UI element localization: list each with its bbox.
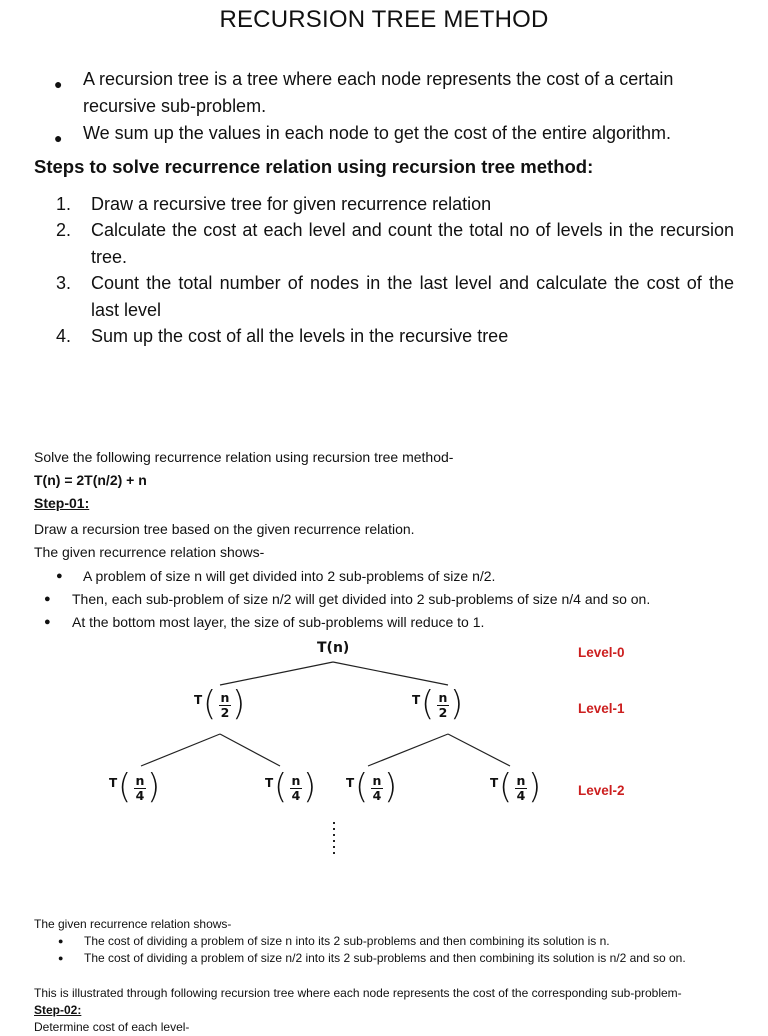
example-prompt: Solve the following recurrence relation using recursion tree method- [34,449,454,465]
fraction-numerator: n [291,773,301,788]
fraction-numerator: n [516,773,526,788]
bullet-icon: ● [58,936,64,946]
fraction-denominator: 2 [438,705,448,720]
illustration-note: This is illustrated through following recursion tree where each node represents the cost of the corresponding sub-problem- [34,986,682,1000]
cost-bullet-text: The cost of dividing a problem of size n/2 into its 2 sub-problems and then combining its solution is n/2 and so on. [84,951,686,965]
bullet-icon: ● [54,76,63,92]
step1-line: The given recurrence relation shows- [34,544,265,560]
left-paren: ( [118,767,132,807]
right-paren: ) [528,767,542,807]
bullet-icon: ● [54,130,63,146]
bullet-icon: ● [58,953,64,963]
tree-edge [333,662,448,685]
page-title: RECURSION TREE METHOD [219,6,549,33]
fraction-denominator: 4 [372,788,382,803]
tree-edge [368,734,448,766]
tree-node-level1 [412,684,472,730]
fraction-denominator: 4 [516,788,526,803]
intro-bullet-text: A recursion tree is a tree where each node represents the cost of a certain recursive sub-problem. [83,69,674,116]
tree-node-level2 [490,767,550,813]
step-text: Count the total number of nodes in the last level and calculate the cost of the last level [91,273,734,320]
step1-line: Draw a recursion tree based on the given recurrence relation. [34,521,415,537]
step-number: 2. [56,220,72,240]
right-paren: ) [303,767,317,807]
cutoff-line: Determine cost of each level- [34,1020,190,1034]
step-number: 1. [56,194,72,214]
node-fraction [219,691,231,719]
steps-heading: Steps to solve recurrence relation using recursion tree method: [34,156,594,177]
bullet-icon: ● [44,616,51,628]
cost-bullet-text: The cost of dividing a problem of size n into its 2 sub-problems and then combining its solution is n. [84,934,610,948]
node-prefix: T [490,776,499,790]
left-paren: ( [421,684,435,724]
step-text: Calculate the cost at each level and count the total no of levels in the recursion tree. [91,220,734,267]
level-label: Level-1 [578,701,625,716]
fraction-denominator: 4 [135,788,145,803]
left-paren: ( [355,767,369,807]
left-paren: ( [274,767,288,807]
tree-node-level1 [194,684,254,730]
step1-bullet-text: A problem of size n will get divided into 2 sub-problems of size n/2. [83,568,496,584]
tree-node-level2 [265,767,325,813]
left-paren: ( [203,684,217,724]
node-prefix: T [412,693,421,707]
step-text: Draw a recursive tree for given recurrence relation [91,194,492,214]
node-prefix: T [194,693,203,707]
cost-heading: The given recurrence relation shows- [34,917,232,931]
tree-edge [220,734,280,766]
fraction-denominator: 2 [220,705,230,720]
cost-bullet [58,950,738,967]
step-number: 3. [56,273,72,293]
node-prefix: T [109,776,118,790]
tree-edge [448,734,510,766]
cost-bullet [58,933,738,950]
node-prefix: T [265,776,274,790]
tree-root-node: T(n) [317,640,350,656]
fraction-numerator: n [220,690,230,705]
level-label: Level-2 [578,783,625,798]
right-paren: ) [232,684,246,724]
tree-node-level2 [346,767,406,813]
tree-edge [220,662,333,685]
right-paren: ) [450,684,464,724]
left-paren: ( [499,767,513,807]
recurrence-relation: T(n) = 2T(n/2) + n [34,472,147,488]
step-text: Sum up the cost of all the levels in the recursive tree [91,326,509,346]
fraction-numerator: n [135,773,145,788]
fraction-numerator: n [372,773,382,788]
tree-node-level2 [109,767,169,813]
fraction-denominator: 4 [291,788,301,803]
right-paren: ) [384,767,398,807]
node-fraction [437,691,449,719]
node-fraction [290,774,302,802]
bullet-icon: ● [56,570,63,582]
node-fraction [515,774,527,802]
level-label: Level-0 [578,645,625,660]
step1-label: Step-01: [34,495,90,511]
fraction-numerator: n [438,690,448,705]
node-prefix: T [346,776,355,790]
bullet-icon: ● [44,593,51,605]
node-fraction [371,774,383,802]
step-number: 4. [56,326,72,346]
step1-bullet-text: Then, each sub-problem of size n/2 will get divided into 2 sub-problems of size n/4 and so on. [72,591,651,607]
intro-bullet-text: We sum up the values in each node to get the cost of the entire algorithm. [83,123,672,143]
tree-edge [141,734,220,766]
node-fraction [134,774,146,802]
step1-bullet-text: At the bottom most layer, the size of sub-problems will reduce to 1. [72,614,485,630]
step2-label: Step-02: [34,1003,82,1017]
right-paren: ) [147,767,161,807]
